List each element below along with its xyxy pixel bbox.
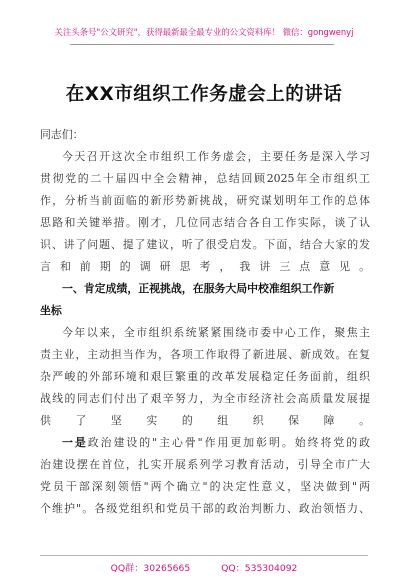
text-line: 党员干部深刻领悟"两个确立"的决定性意义，坚决做到"两 xyxy=(40,480,370,493)
text-line: 今天召开这次全市组织工作务虚会，主要任务是深入学习 xyxy=(62,150,370,163)
point1-paragraph xyxy=(40,432,370,520)
text-line: 责主业，主动担当作为，各项工作取得了新进展、新成效。在复 xyxy=(40,348,370,361)
footer-qq-group: QQ群：30265665 xyxy=(110,563,191,574)
text-line: 战线的同志们付出了艰辛努力，为全市经济社会高质量发展提 xyxy=(40,392,370,405)
footer-contacts xyxy=(0,560,408,574)
text-line: 贯彻党的二十届四中全会精神，总结回顾2025年全市组织工 xyxy=(40,172,370,185)
point-lead: 一是 xyxy=(62,436,88,449)
text-line: 治建设摆在首位，扎实开展系列学习教育活动，引导全市广大 xyxy=(40,458,370,471)
text-line: 作，分析当前面临的新形势新挑战，研究谋划明年工作的总体 xyxy=(40,194,370,207)
point-text: 政治建设的"主心骨"作用更加彰明。始终将党的政 xyxy=(87,436,370,449)
header-divider xyxy=(70,44,334,45)
heading-line: 坐标 xyxy=(40,304,62,317)
text-line: 供了坚实的组织保障。 xyxy=(40,414,370,427)
text-line: 个维护"。各级党组织和党员干部的政治判断力、政治领悟力、 xyxy=(40,502,370,515)
text-line: 今年以来，全市组织系统紧紧围绕市委中心工作，聚焦主 xyxy=(62,326,370,339)
header-promo-note: 关注头条号"公文研究"，获得最新最全最专业的公文资料库！ 微信：gongwenyj xyxy=(54,27,354,37)
footer-divider xyxy=(40,555,368,556)
heading-line: 一、肯定成绩，正视挑战，在服务大局中校准组织工作新 xyxy=(62,282,335,295)
text-line: 杂严峻的外部环境和艰巨繁重的改革发展稳定任务面前，组织 xyxy=(40,370,370,383)
text-line xyxy=(40,432,370,454)
text-line: 思路和关键举措。刚才，几位同志结合各自工作实际，谈了认 xyxy=(40,216,370,229)
section1-paragraph xyxy=(40,322,370,432)
text-line: 言和前期的调研思考，我讲三点意见。 xyxy=(40,260,370,273)
intro-paragraph xyxy=(40,146,370,278)
document-title: 在XX市组织工作务虚会上的讲话 xyxy=(65,84,343,105)
section-heading-1 xyxy=(40,278,370,322)
salutation: 同志们： xyxy=(40,128,84,141)
text-line: 识、讲了问题、提了建议，听了很受启发。下面，结合大家的发 xyxy=(40,238,370,251)
footer-qq: QQ：535304092 xyxy=(221,563,298,574)
